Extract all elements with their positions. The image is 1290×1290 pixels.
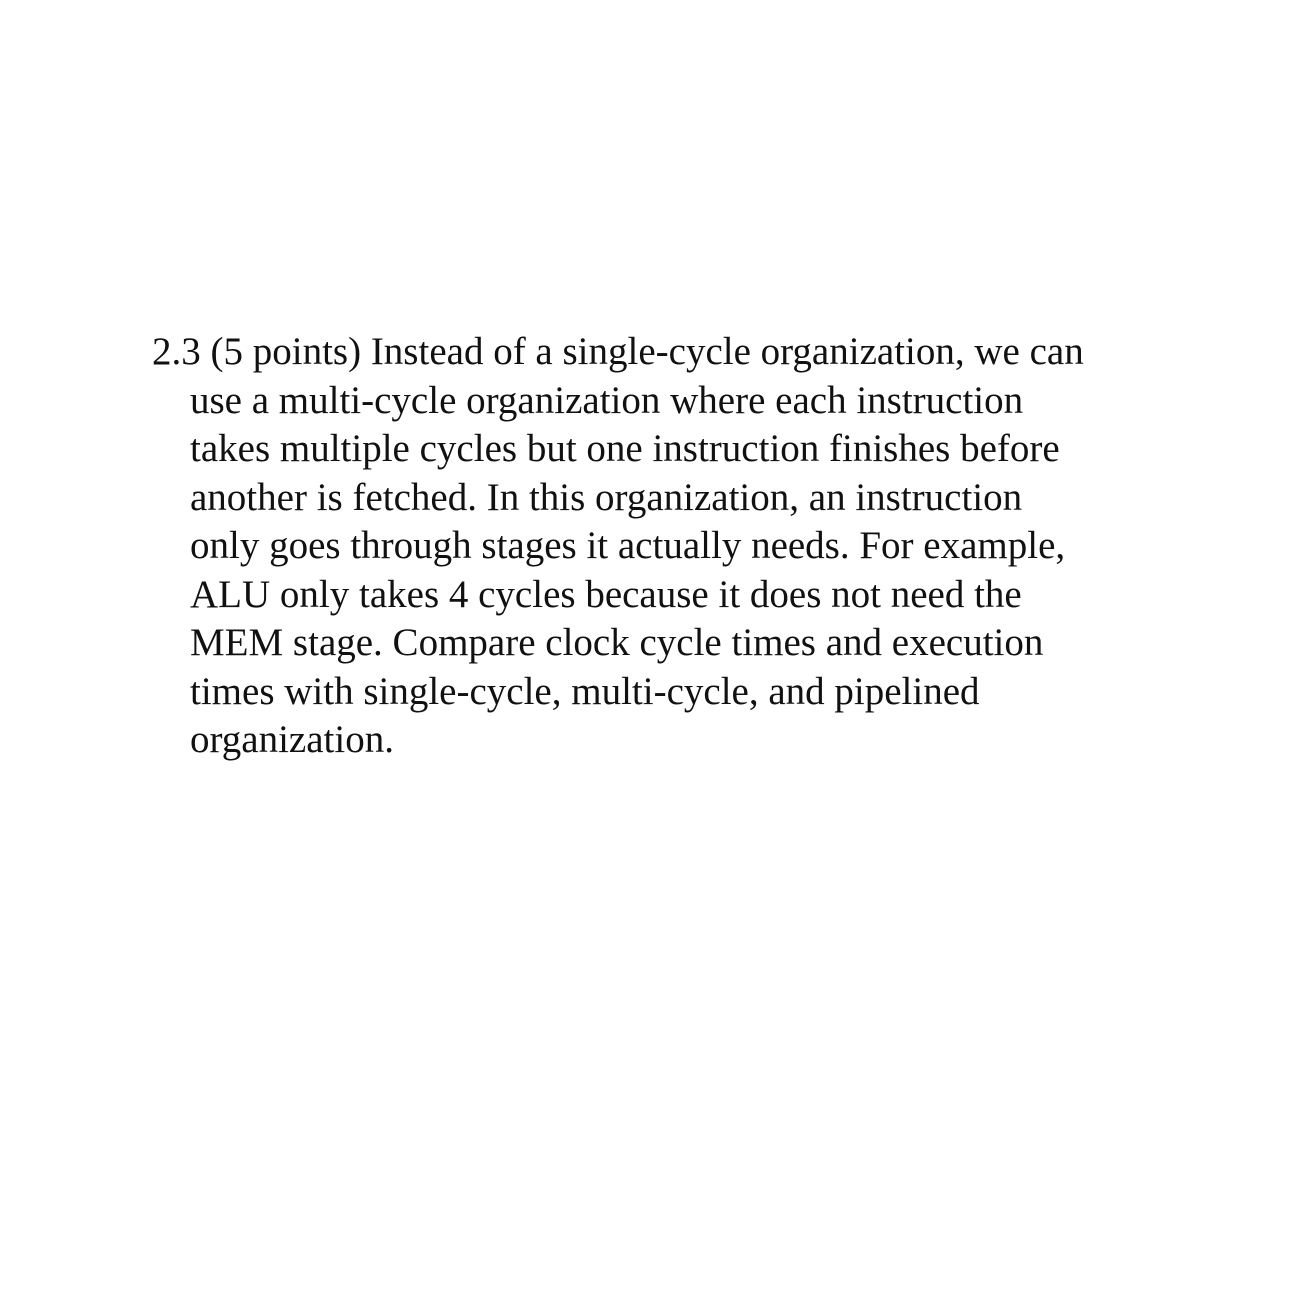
- problem-line-2: use a multi-cycle organization where each instruction: [190, 378, 1024, 422]
- problem-line-1: 2.3 (5 points) Instead of a single-cycle organization, we can: [152, 330, 1084, 373]
- problem-line-9: organization.: [190, 718, 394, 761]
- problem-line-4: another is fetched. In this organization, an instruction: [190, 475, 1023, 519]
- problem-line-8: times with single-cycle, multi-cycle, and pipelined: [190, 669, 980, 713]
- problem-line-3: takes multiple cycles but one instruction finishes before: [190, 427, 1060, 470]
- problem-line-7: MEM stage. Compare clock cycle times and execution: [190, 621, 1044, 664]
- problem-2-3-text: [152, 328, 1162, 765]
- problem-line-5: only goes through stages it actually needs. For example,: [190, 524, 1066, 567]
- problem-line-6: ALU only takes 4 cycles because it does not need the: [190, 572, 1022, 616]
